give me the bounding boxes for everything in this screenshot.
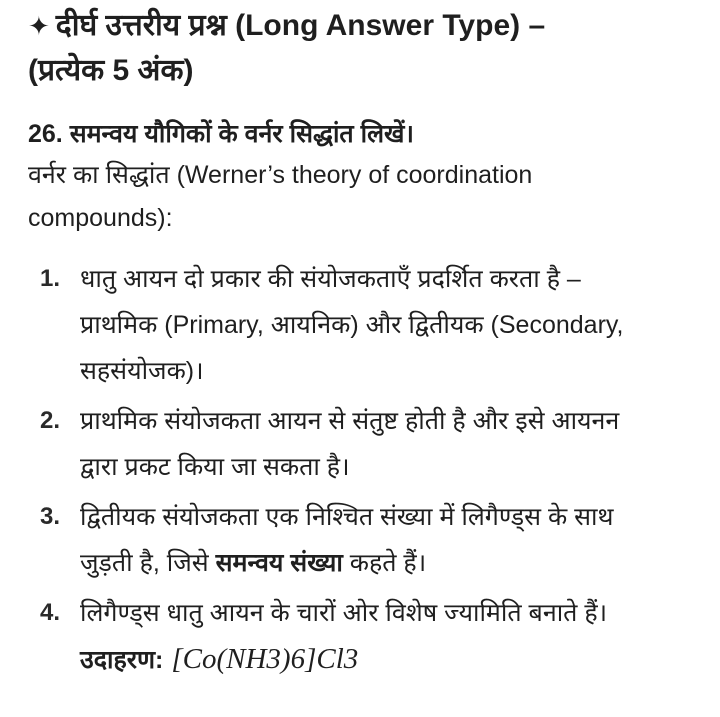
list-item-line: धातु आयन दो प्रकार की संयोजकताएँ प्रदर्शित करता है – (80, 265, 581, 293)
list-item-number: 2. (40, 407, 61, 434)
list-item-line: लिगैण्ड्स धातु आयन के चारों ओर विशेष ज्यामिति बनाते हैं। (80, 599, 608, 627)
coordination-number-term: समन्वय संख्या (215, 549, 343, 577)
list-item (28, 494, 706, 586)
intro-line1: वर्नर का सिद्धांत (Werner’s theory of coordination (28, 161, 533, 189)
list-item-line-suffix: कहते हैं। (342, 549, 427, 577)
list-item-number: 3. (40, 503, 61, 530)
example-formula: [Co(NH3)6]Cl3 (171, 643, 359, 675)
four-pointed-star-icon: ✦ (28, 12, 50, 42)
section-title-line1: दीर्घ उत्तरीय प्रश्न (Long Answer Type) – (55, 9, 546, 42)
section-heading (28, 4, 706, 93)
list-item-number: 1. (40, 265, 61, 292)
points-list (28, 256, 706, 683)
list-item-line: सहसंयोजक)। (80, 357, 204, 385)
intro-line2: compounds): (28, 204, 173, 232)
example-label: उदाहरण: (80, 646, 164, 674)
section-title-line2: (प्रत्येक 5 अंक) (28, 54, 194, 87)
list-item-line: द्वारा प्रकट किया जा सकता है। (80, 453, 350, 481)
list-item (28, 590, 706, 683)
intro-paragraph (28, 154, 706, 240)
list-item-line: प्राथमिक संयोजकता आयन से संतुष्ट होती है और इसे आयनन (80, 407, 620, 435)
list-item (28, 398, 706, 490)
list-item-line: द्वितीयक संयोजकता एक निश्चित संख्या में लिगैण्ड्स के साथ (80, 503, 614, 531)
list-item-number: 4. (40, 599, 61, 626)
list-item-line-prefix: जुड़ती है, जिसे (80, 549, 216, 577)
question-title: 26. समन्वय यौगिकों के वर्नर सिद्धांत लिखें। (28, 120, 414, 148)
list-item-line: प्राथमिक (Primary, आयनिक) और द्वितीयक (Secondary, (80, 311, 624, 339)
list-item (28, 256, 706, 394)
